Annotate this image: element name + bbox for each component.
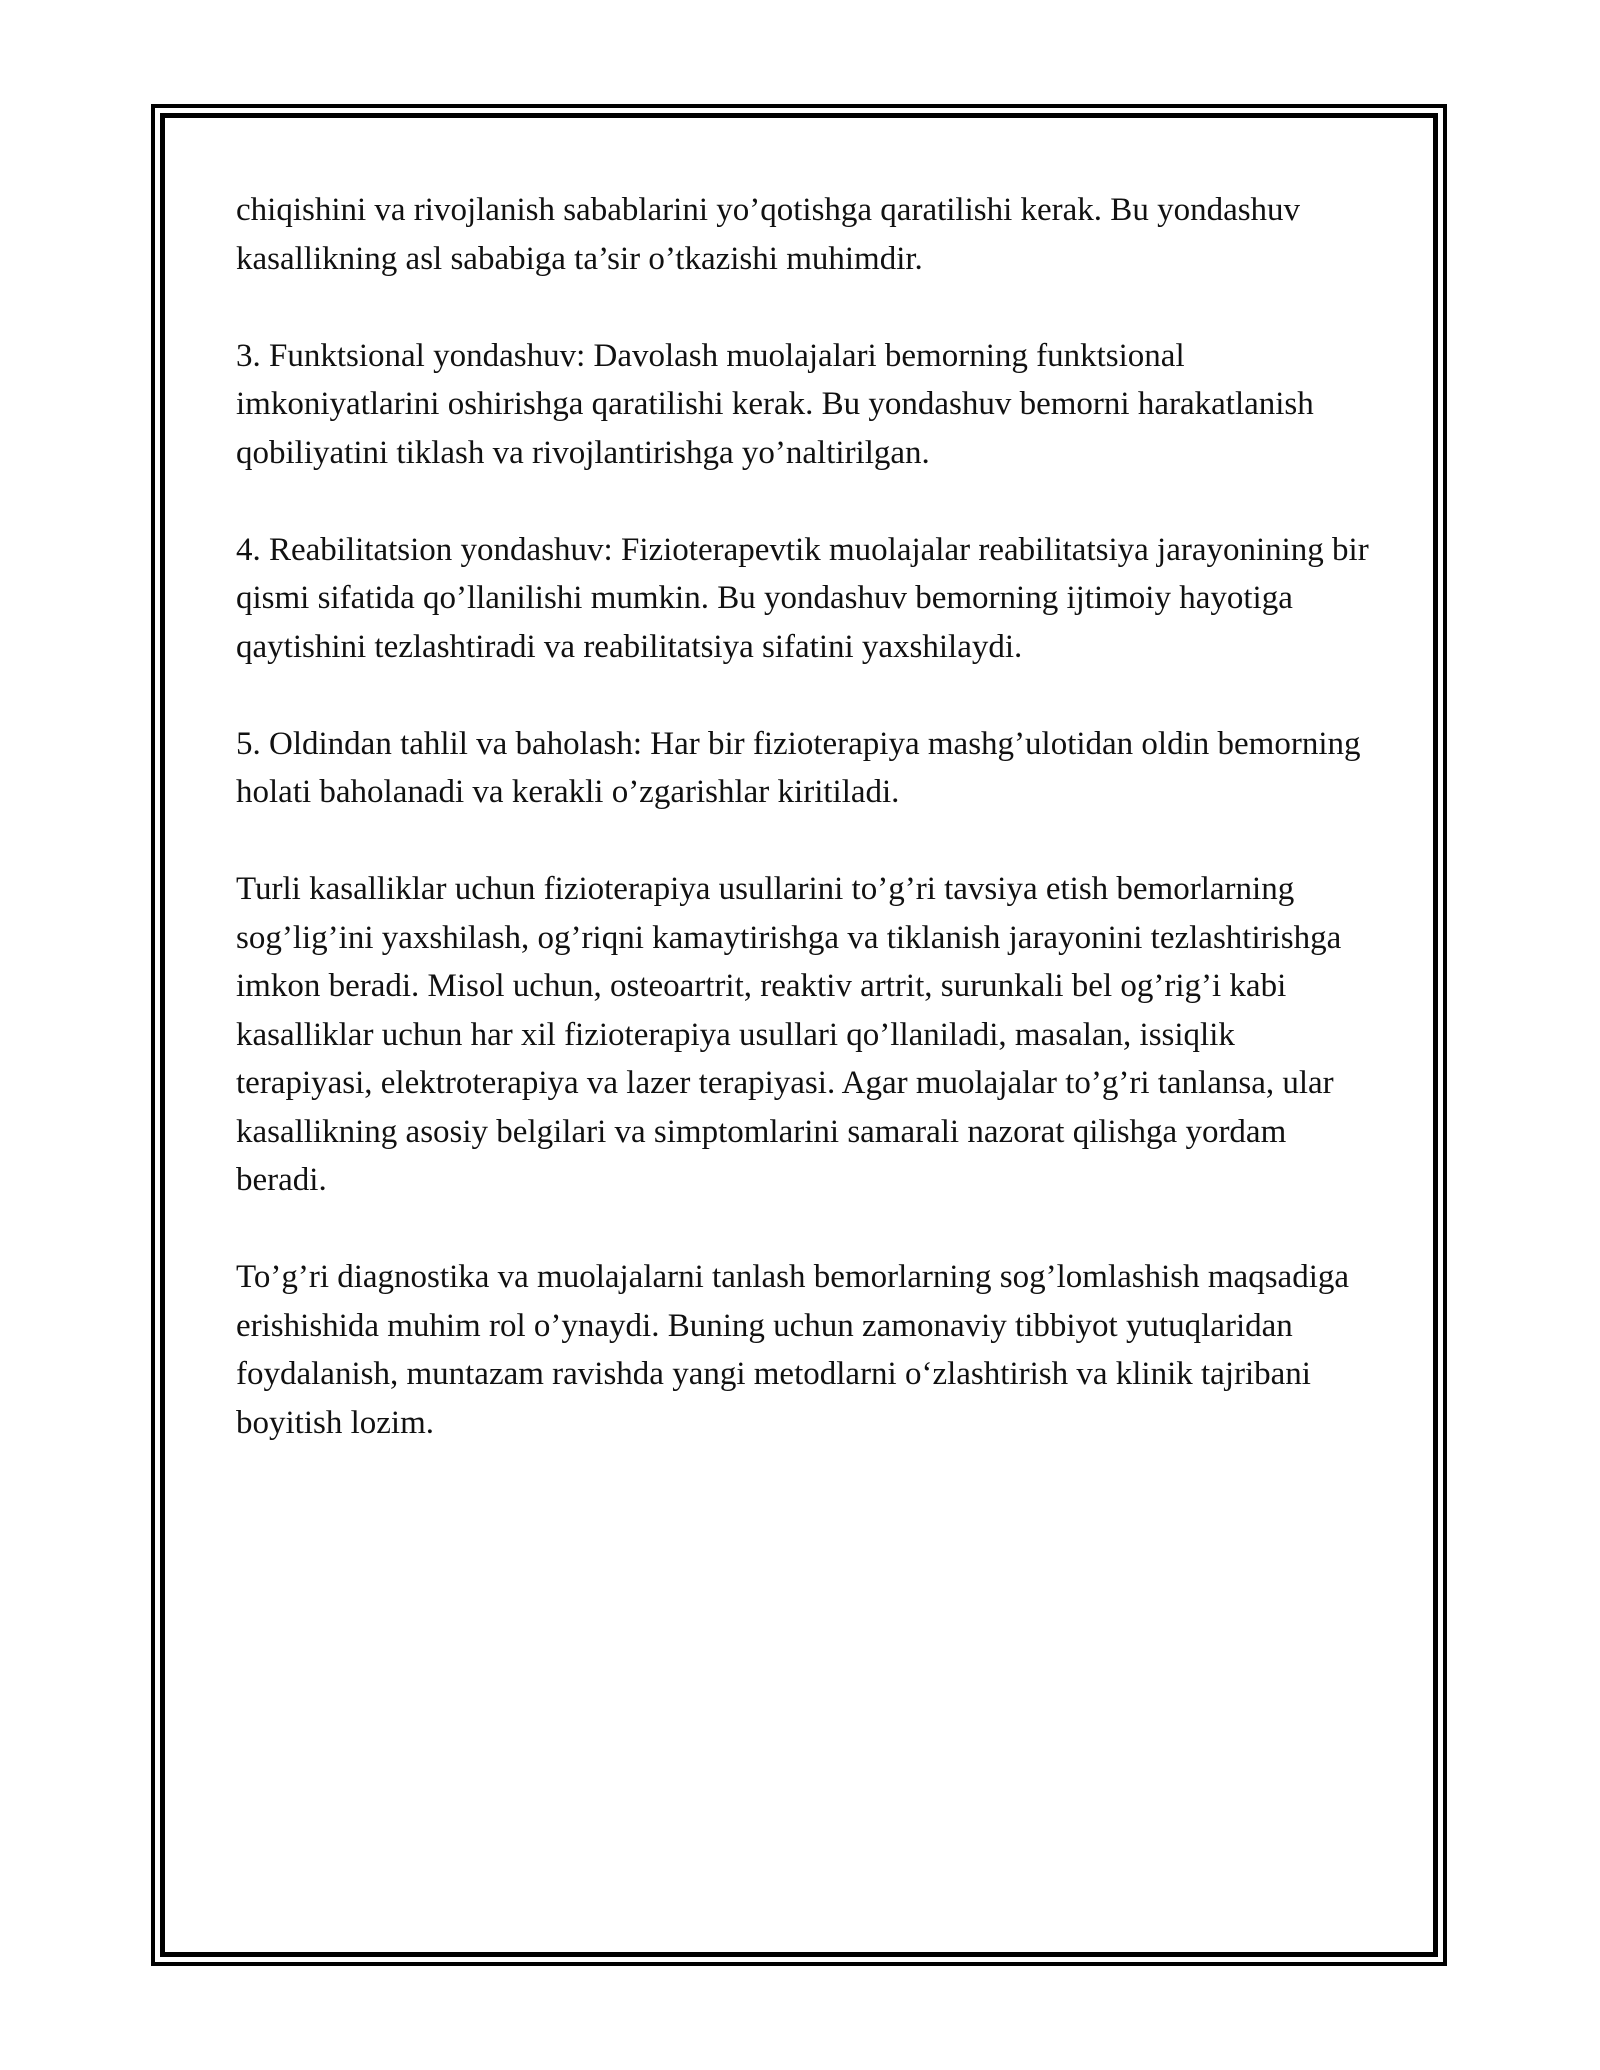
- paragraph-recommendations: Turli kasalliklar uchun fizioterapiya usullarini to’g’ri tavsiya etish bemorlarning sog’lig’ini yaxshilash, og’riqni kamaytirishga va tiklanish jarayonini tezlashtirishga imkon beradi. Misol uchun, osteoartrit, reaktiv artrit, surunkali bel og’rig’i kabi kasalliklar uchun har xil fizioterapiya usullari qo’llaniladi, masalan, issiqlik terapiyasi, elektroterapiya va lazer terapiyasi. Agar muolajalar to’g’ri tanlansa, ular kasallikning asosiy belgilari va simptomlarini samarali nazorat qilishga yordam beradi.: [236, 871, 1342, 1198]
- paragraph-conclusion: To’g’ri diagnostika va muolajalarni tanlash bemorlarning sog’lomlashish maqsadiga erishishida muhim rol o’ynaydi. Buning uchun zamonaviy tibbiyot yutuqlaridan foydalanish, muntazam ravishda yangi metodlarni o‘zlashtirish va klinik tajribani boyitish lozim.: [236, 1259, 1350, 1441]
- paragraph-functional-approach: 3. Funktsional yondashuv: Davolash muolajalari bemorning funktsional imkoniyatlarini oshirishga qaratilishi kerak. Bu yondashuv bemorni harakatlanish qobiliyatini tiklash va rivojlantirishga yo’naltirilgan.: [236, 337, 1314, 471]
- paragraph-preliminary-analysis: 5. Oldindan tahlil va baholash: Har bir fizioterapiya mashg’ulotidan oldin bemorning holati baholanadi va kerakli o’zgarishlar kiritiladi.: [236, 725, 1361, 810]
- paragraph-rehabilitation-approach: 4. Reabilitatsion yondashuv: Fizioterapevtik muolajalar reabilitatsiya jarayonining bir qismi sifatida qo’llanilishi mumkin. Bu yondashuv bemorning ijtimoiy hayotiga qaytishini tezlashtiradi va reabilitatsiya sifatini yaxshilaydi.: [236, 531, 1369, 665]
- paragraph-continuation: chiqishini va rivojlanish sabablarini yo’qotishga qaratilishi kerak. Bu yondashuv kasallikning asl sababiga ta’sir o’tkazishi muhimdir.: [236, 192, 1301, 277]
- document-body: [236, 186, 1376, 1496]
